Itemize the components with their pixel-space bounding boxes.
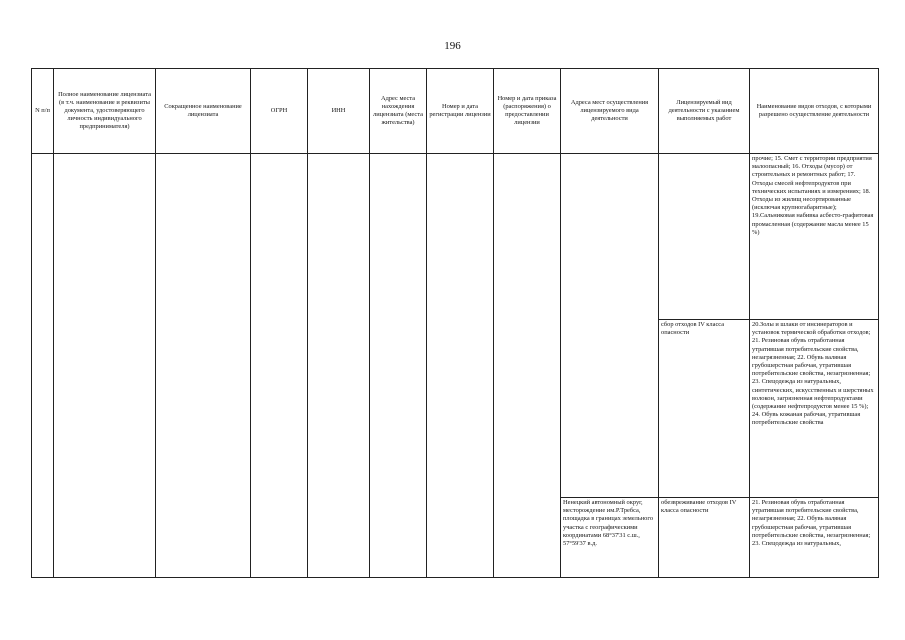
header-activity-type: Лицензируемый вид деятельности с указанием выполняемых работ — [659, 69, 750, 154]
cell-inn — [308, 154, 370, 578]
cell-activity-address — [561, 154, 659, 498]
cell-waste-types — [750, 320, 879, 498]
table-row — [32, 154, 879, 320]
cell-short-name — [156, 154, 251, 578]
cell-activity-address — [561, 498, 659, 578]
header-registration: Номер и дата регистрации лицензии — [427, 69, 494, 154]
activity-address-text: Ненецкий автономный округ, месторождение им.Р.Требса, площадка в границах земельного участка с географическими координатами 68°37'31 с.ш., 57°59'37 в.д. — [563, 499, 654, 547]
header-order: Номер и дата приказа (распоряжения) о предоставлении лицензии — [494, 69, 561, 154]
cell-waste-types — [750, 154, 879, 320]
cell-registration — [427, 154, 494, 578]
header-short-name: Сокращенное наименование лицензиата — [156, 69, 251, 154]
header-inn: ИНН — [308, 69, 370, 154]
header-address: Адрес места нахождения лицензиата (места жительства) — [370, 69, 427, 154]
activity-collection-text: сбор отходов IV класса опасности — [661, 321, 725, 337]
header-activity-addresses: Адреса мест осуществления лицензируемого вида деятельности — [561, 69, 659, 154]
activity-neutralization-text: обезвреживание отходов IV класса опасности — [661, 499, 737, 515]
cell-number — [32, 154, 54, 578]
cell-ogrn — [251, 154, 308, 578]
cell-activity-type — [659, 498, 750, 578]
header-full-name: Полное наименование лицензиата (в т.ч. наименование и реквизиты документа, удостоверяющего личность индивидуального предпринимателя) — [54, 69, 156, 154]
header-number: N п/п — [32, 69, 54, 154]
header-ogrn: ОГРН — [251, 69, 308, 154]
cell-full-name — [54, 154, 156, 578]
cell-activity-type — [659, 154, 750, 320]
cell-address — [370, 154, 427, 578]
table-header-row — [32, 69, 879, 154]
waste-list-text: 20.Золы и шлаки от инсинераторов и установок термической обработки отходов; 21. Резиновая обувь отработанная утратившая потребительские свойства, незагрязненная; 22. Обувь валяная грубошерстная рабочая, утратившая потребительские свойства, незагрязненная; 23. Спецодежда из натуральных, синтетических, искусственных и шерстяных волокон, загрязненная нефтепродуктами (содержание нефтепродуктов менее 15 %); 24. Обувь кожаная рабочая, утратившая потребительские свойства — [752, 321, 874, 427]
cell-waste-types — [750, 498, 879, 578]
page-number: 196 — [444, 40, 461, 52]
cell-activity-type — [659, 320, 750, 498]
waste-list-text: прочие; 15. Смет с территории предприятия малоопасный; 16. Отходы (мусор) от строительных и ремонтных работ; 17. Отходы смесей нефтепродуктов при технических испытаниях и измерениях; 18. Отходы из жилищ несортированные (исключая крупногабаритные); 19.Сальниковая набивка асбесто-графитовая промасленная (содержание масла менее 15 %) — [752, 155, 874, 236]
waste-list-text: 21. Резиновая обувь отработанная утратившая потребительские свойства, незагрязненная; 22. Обувь валяная грубошерстная рабочая, утратившая потребительские свойства, незагрязненная; 23. Спецодежда из натуральных, — [752, 499, 871, 547]
license-registry-table — [31, 68, 879, 578]
header-waste-types: Наименование видов отходов, с которыми разрешено осуществление деятельности — [750, 69, 879, 154]
cell-order — [494, 154, 561, 578]
